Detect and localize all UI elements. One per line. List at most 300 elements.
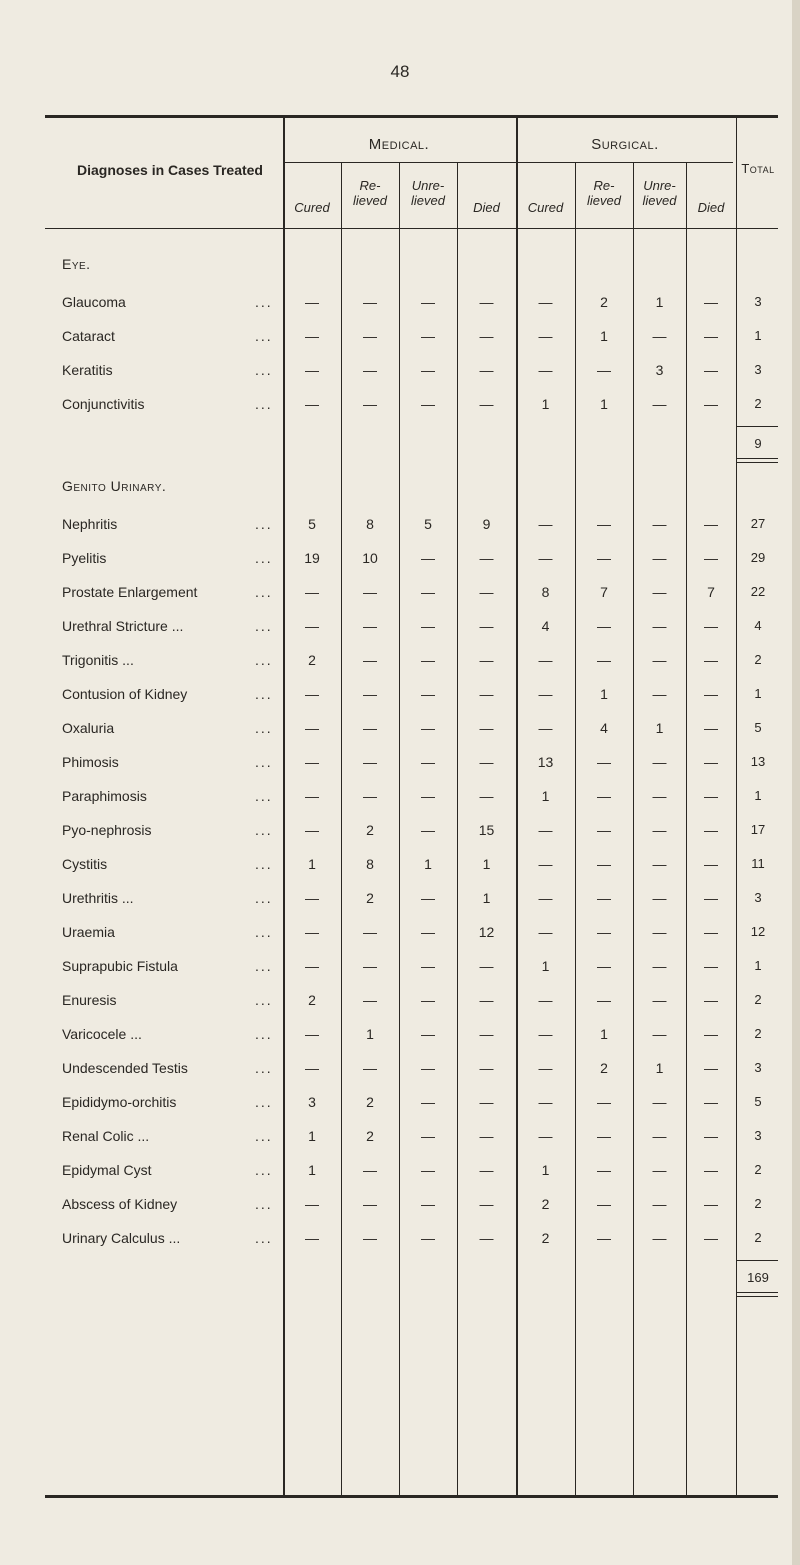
cell-value: — xyxy=(597,618,611,634)
cell-value: — xyxy=(538,294,553,310)
cell-value: 2 xyxy=(366,822,374,838)
cell-value: — xyxy=(704,1162,718,1178)
cell-value: — xyxy=(538,550,553,566)
subtotal-rule xyxy=(736,1260,778,1261)
cell-value: 2 xyxy=(366,890,374,906)
table-row xyxy=(0,958,800,980)
cell-value: 7 xyxy=(600,584,608,600)
cell-value: — xyxy=(479,1162,494,1178)
cell-value: — xyxy=(363,958,377,974)
table-row xyxy=(0,1196,800,1218)
table-row xyxy=(0,686,800,708)
row-total: 2 xyxy=(754,396,762,411)
cell-value: 1 xyxy=(541,788,550,804)
cell-value: — xyxy=(704,890,718,906)
table-row xyxy=(0,328,800,350)
diagnosis-label: Cataract xyxy=(62,328,115,344)
cell-value: — xyxy=(363,584,377,600)
cell-value: 2 xyxy=(600,294,608,310)
cell-value: — xyxy=(597,362,611,378)
cell-value: 12 xyxy=(478,924,495,940)
cell-value: — xyxy=(305,328,319,344)
diagnosis-label: Enuresis xyxy=(62,992,117,1008)
diagnosis-label: Nephritis xyxy=(62,516,118,532)
surgical-header: Surgical. xyxy=(591,136,659,153)
cell-value: — xyxy=(479,720,494,736)
cell-value: 2 xyxy=(600,1060,608,1076)
cell-value: — xyxy=(421,788,435,804)
leader-dots: ... xyxy=(255,924,273,940)
cell-value: — xyxy=(421,652,435,668)
cell-value: — xyxy=(652,652,667,668)
cell-value: — xyxy=(421,1094,435,1110)
cell-value: — xyxy=(363,754,377,770)
table-row xyxy=(0,396,800,418)
cell-value: — xyxy=(704,294,718,310)
leader-dots: ... xyxy=(255,1162,273,1178)
row-total: 12 xyxy=(750,924,766,939)
cell-value: 2 xyxy=(308,992,316,1008)
page-edge xyxy=(792,0,800,1565)
table-row xyxy=(0,618,800,640)
cell-value: — xyxy=(305,1230,319,1246)
cell-value: — xyxy=(305,788,319,804)
sub-header-3: Died xyxy=(473,200,500,215)
cell-value: — xyxy=(363,1196,377,1212)
cell-value: — xyxy=(421,924,435,940)
cell-value: — xyxy=(421,1196,435,1212)
cell-value: — xyxy=(597,992,611,1008)
cell-value: — xyxy=(363,1230,377,1246)
cell-value: — xyxy=(597,1094,611,1110)
cell-value: — xyxy=(538,720,553,736)
cell-value: — xyxy=(704,618,718,634)
table-row xyxy=(0,550,800,572)
cell-value: — xyxy=(305,890,319,906)
cell-value: — xyxy=(479,652,494,668)
cell-value: — xyxy=(652,328,667,344)
cell-value: — xyxy=(597,788,611,804)
cell-value: — xyxy=(305,1196,319,1212)
cell-value: — xyxy=(538,1060,553,1076)
table-row xyxy=(0,1060,800,1082)
cell-value: — xyxy=(479,396,494,412)
table-top-rule xyxy=(45,115,778,118)
cell-value: — xyxy=(538,1026,553,1042)
row-total: 5 xyxy=(754,720,762,735)
row-total: 3 xyxy=(754,1128,762,1143)
leader-dots: ... xyxy=(255,550,273,566)
cell-value: 1 xyxy=(541,1162,550,1178)
header-divider xyxy=(283,162,733,163)
cell-value: — xyxy=(363,294,377,310)
cell-value: — xyxy=(538,856,553,872)
cell-value: — xyxy=(479,788,494,804)
cell-value: — xyxy=(538,652,553,668)
cell-value: — xyxy=(652,1026,667,1042)
subtotal-double-rule xyxy=(736,1292,778,1297)
cell-value: — xyxy=(305,720,319,736)
diagnosis-label: Varicocele ... xyxy=(62,1026,142,1042)
leader-dots: ... xyxy=(255,890,273,906)
cell-value: — xyxy=(538,822,553,838)
diagnosis-label: Suprapubic Fistula xyxy=(62,958,178,974)
table-row xyxy=(0,1162,800,1184)
cell-value: 5 xyxy=(308,516,316,532)
cell-value: 2 xyxy=(308,652,316,668)
cell-value: — xyxy=(704,1128,718,1144)
cell-value: — xyxy=(704,856,718,872)
leader-dots: ... xyxy=(255,822,273,838)
cell-value: 2 xyxy=(541,1196,550,1212)
row-total: 2 xyxy=(754,1026,762,1041)
cell-value: 3 xyxy=(655,362,664,378)
table-row xyxy=(0,788,800,810)
cell-value: — xyxy=(597,1196,611,1212)
cell-value: — xyxy=(704,396,718,412)
cell-value: — xyxy=(704,1060,718,1076)
table-row xyxy=(0,1230,800,1252)
leader-dots: ... xyxy=(255,686,273,702)
cell-value: — xyxy=(704,1196,718,1212)
leader-dots: ... xyxy=(255,992,273,1008)
cell-value: — xyxy=(597,856,611,872)
cell-value: — xyxy=(704,1094,718,1110)
cell-value: 1 xyxy=(600,1026,608,1042)
table-row xyxy=(0,584,800,606)
cell-value: — xyxy=(597,958,611,974)
cell-value: — xyxy=(652,396,667,412)
cell-value: — xyxy=(652,584,667,600)
cell-value: — xyxy=(479,584,494,600)
leader-dots: ... xyxy=(255,958,273,974)
cell-value: — xyxy=(597,516,611,532)
cell-value: — xyxy=(479,1230,494,1246)
cell-value: — xyxy=(363,788,377,804)
leader-dots: ... xyxy=(255,516,273,532)
cell-value: — xyxy=(363,618,377,634)
cell-value: — xyxy=(421,1060,435,1076)
diagnosis-label: Renal Colic ... xyxy=(62,1128,150,1144)
cell-value: — xyxy=(421,328,435,344)
cell-value: — xyxy=(597,1128,611,1144)
row-total: 3 xyxy=(754,362,762,377)
diagnosis-label: Oxaluria xyxy=(62,720,115,736)
cell-value: — xyxy=(305,618,319,634)
cell-value: 10 xyxy=(362,550,378,566)
row-total: 1 xyxy=(754,328,762,343)
cell-value: — xyxy=(652,1196,667,1212)
cell-value: 1 xyxy=(482,890,491,906)
cell-value: 13 xyxy=(537,754,554,770)
leader-dots: ... xyxy=(255,856,273,872)
sub-header-0: Cured xyxy=(294,200,330,215)
cell-value: — xyxy=(305,362,319,378)
cell-value: — xyxy=(421,362,435,378)
row-total: 29 xyxy=(750,550,766,565)
table-row xyxy=(0,1094,800,1116)
cell-value: — xyxy=(363,924,377,940)
page-number: 48 xyxy=(390,62,410,81)
cell-value: — xyxy=(479,1094,494,1110)
sub-header-5: Re- lieved xyxy=(587,178,621,208)
cell-value: 1 xyxy=(655,720,664,736)
leader-dots: ... xyxy=(255,1094,273,1110)
table-row xyxy=(0,720,800,742)
cell-value: — xyxy=(305,686,319,702)
row-total: 3 xyxy=(754,890,762,905)
cell-value: — xyxy=(305,1026,319,1042)
table-row xyxy=(0,856,800,878)
cell-value: — xyxy=(421,1230,435,1246)
cell-value: — xyxy=(652,550,667,566)
row-total: 2 xyxy=(754,1196,762,1211)
cell-value: — xyxy=(363,652,377,668)
cell-value: — xyxy=(704,652,718,668)
cell-value: — xyxy=(597,550,611,566)
cell-value: 1 xyxy=(600,328,608,344)
cell-value: — xyxy=(652,856,667,872)
total-header: Total xyxy=(741,161,775,176)
cell-value: — xyxy=(652,890,667,906)
header-bottom-rule xyxy=(45,228,778,229)
cell-value: — xyxy=(538,516,553,532)
row-total: 1 xyxy=(754,788,762,803)
cell-value: — xyxy=(538,992,553,1008)
diagnosis-label: Uraemia xyxy=(62,924,115,940)
medical-header: Medical. xyxy=(368,136,430,153)
row-total: 27 xyxy=(750,516,766,531)
cell-value: — xyxy=(652,1128,667,1144)
cell-value: — xyxy=(652,924,667,940)
cell-value: — xyxy=(704,788,718,804)
cell-value: 8 xyxy=(541,584,550,600)
row-total: 1 xyxy=(754,686,762,701)
cell-value: 1 xyxy=(308,1128,316,1144)
cell-value: — xyxy=(421,686,435,702)
row-total: 2 xyxy=(754,652,762,667)
cell-value: — xyxy=(305,294,319,310)
row-total: 2 xyxy=(754,1162,762,1177)
cell-value: — xyxy=(652,754,667,770)
cell-value: — xyxy=(363,686,377,702)
sub-header-1: Re- lieved xyxy=(353,178,387,208)
cell-value: 3 xyxy=(308,1094,316,1110)
diagnoses-header: Diagnoses in Cases Treated xyxy=(77,162,263,178)
cell-value: — xyxy=(538,362,553,378)
row-total: 3 xyxy=(754,294,762,309)
cell-value: — xyxy=(704,1026,718,1042)
cell-value: — xyxy=(479,686,494,702)
cell-value: — xyxy=(479,1196,494,1212)
diagnosis-label: Abscess of Kidney xyxy=(62,1196,178,1212)
diagnosis-label: Phimosis xyxy=(62,754,119,770)
cell-value: — xyxy=(479,362,494,378)
cell-value: — xyxy=(597,822,611,838)
table-row xyxy=(0,294,800,316)
cell-value: 8 xyxy=(366,516,374,532)
cell-value: — xyxy=(421,550,435,566)
cell-value: — xyxy=(652,1162,667,1178)
cell-value: — xyxy=(652,618,667,634)
cell-value: — xyxy=(479,1128,494,1144)
row-total: 22 xyxy=(750,584,766,599)
cell-value: — xyxy=(421,822,435,838)
cell-value: — xyxy=(363,992,377,1008)
table-row xyxy=(0,890,800,912)
leader-dots: ... xyxy=(255,754,273,770)
cell-value: 15 xyxy=(478,822,495,838)
diagnosis-label: Paraphimosis xyxy=(62,788,147,804)
cell-value: 2 xyxy=(366,1094,374,1110)
table-bottom-rule xyxy=(45,1495,778,1498)
cell-value: — xyxy=(305,754,319,770)
cell-value: 1 xyxy=(482,856,491,872)
cell-value: — xyxy=(479,550,494,566)
table-row xyxy=(0,516,800,538)
cell-value: 1 xyxy=(655,294,664,310)
row-total: 2 xyxy=(754,992,762,1007)
leader-dots: ... xyxy=(255,1026,273,1042)
cell-value: — xyxy=(421,294,435,310)
diagnosis-label: Pyelitis xyxy=(62,550,107,566)
leader-dots: ... xyxy=(255,1196,273,1212)
cell-value: — xyxy=(652,1094,667,1110)
diagnosis-label: Cystitis xyxy=(62,856,108,872)
cell-value: — xyxy=(704,328,718,344)
leader-dots: ... xyxy=(255,1060,273,1076)
table-row xyxy=(0,1026,800,1048)
cell-value: — xyxy=(597,924,611,940)
cell-value: — xyxy=(421,618,435,634)
cell-value: — xyxy=(538,328,553,344)
diagnosis-label: Epididymo-orchitis xyxy=(62,1094,177,1110)
sub-header-2: Unre- lieved xyxy=(411,178,445,208)
cell-value: 5 xyxy=(424,516,432,532)
cell-value: — xyxy=(652,958,667,974)
diagnosis-label: Undescended Testis xyxy=(62,1060,188,1076)
section-subtotal: 169 xyxy=(747,1270,769,1285)
cell-value: 8 xyxy=(366,856,374,872)
cell-value: — xyxy=(421,890,435,906)
cell-value: — xyxy=(421,396,435,412)
cell-value: — xyxy=(704,1230,718,1246)
diagnosis-label: Prostate Enlargement xyxy=(62,584,198,600)
cell-value: — xyxy=(479,328,494,344)
cell-value: — xyxy=(597,1230,611,1246)
cell-value: — xyxy=(597,652,611,668)
cell-value: — xyxy=(421,1162,435,1178)
cell-value: — xyxy=(305,822,319,838)
cell-value: 2 xyxy=(366,1128,374,1144)
cell-value: — xyxy=(652,822,667,838)
cell-value: — xyxy=(538,686,553,702)
leader-dots: ... xyxy=(255,328,273,344)
cell-value: — xyxy=(704,550,718,566)
diagnosis-label: Contusion of Kidney xyxy=(62,686,188,702)
row-total: 13 xyxy=(750,754,766,769)
row-total: 5 xyxy=(754,1094,762,1109)
leader-dots: ... xyxy=(255,362,273,378)
cell-value: 1 xyxy=(308,1162,316,1178)
row-total: 2 xyxy=(754,1230,762,1245)
table-row xyxy=(0,1128,800,1150)
cell-value: — xyxy=(704,924,718,940)
cell-value: — xyxy=(479,992,494,1008)
cell-value: — xyxy=(421,1026,435,1042)
diagnosis-label: Glaucoma xyxy=(62,294,126,310)
cell-value: 1 xyxy=(424,856,432,872)
cell-value: — xyxy=(479,1026,494,1042)
cell-value: — xyxy=(479,754,494,770)
table-row xyxy=(0,362,800,384)
leader-dots: ... xyxy=(255,618,273,634)
leader-dots: ... xyxy=(255,720,273,736)
table-row xyxy=(0,992,800,1014)
cell-value: 2 xyxy=(541,1230,550,1246)
cell-value: — xyxy=(652,1230,667,1246)
subtotal-rule xyxy=(736,426,778,427)
row-total: 3 xyxy=(754,1060,762,1075)
cell-value: — xyxy=(363,1162,377,1178)
diagnosis-label: Trigonitis ... xyxy=(62,652,134,668)
diagnosis-label: Urethritis ... xyxy=(62,890,134,906)
cell-value: — xyxy=(479,294,494,310)
cell-value: — xyxy=(538,1128,553,1144)
row-total: 17 xyxy=(750,822,766,837)
sub-header-4: Cured xyxy=(527,200,564,215)
cell-value: — xyxy=(479,1060,494,1076)
leader-dots: ... xyxy=(255,788,273,804)
table-row xyxy=(0,822,800,844)
cell-value: — xyxy=(479,618,494,634)
cell-value: — xyxy=(363,396,377,412)
cell-value: — xyxy=(704,822,718,838)
cell-value: — xyxy=(421,1128,435,1144)
sub-header-6: Unre- lieved xyxy=(642,178,677,208)
cell-value: — xyxy=(305,396,319,412)
leader-dots: ... xyxy=(255,1128,273,1144)
cell-value: 1 xyxy=(308,856,316,872)
cell-value: 7 xyxy=(707,584,715,600)
cell-value: — xyxy=(421,958,435,974)
cell-value: — xyxy=(704,958,718,974)
leader-dots: ... xyxy=(255,1230,273,1246)
table-row xyxy=(0,652,800,674)
cell-value: — xyxy=(479,958,494,974)
row-total: 4 xyxy=(754,618,762,633)
cell-value: — xyxy=(363,720,377,736)
cell-value: — xyxy=(305,1060,319,1076)
diagnosis-label: Urethral Stricture ... xyxy=(62,618,184,634)
section-subtotal: 9 xyxy=(754,436,762,451)
row-total: 11 xyxy=(751,856,765,871)
cell-value: 1 xyxy=(541,396,550,412)
sub-header-7: Died xyxy=(697,200,725,215)
cell-value: 1 xyxy=(655,1060,664,1076)
cell-value: — xyxy=(305,958,319,974)
cell-value: 1 xyxy=(600,686,608,702)
cell-value: — xyxy=(363,1060,377,1076)
cell-value: — xyxy=(652,992,667,1008)
cell-value: — xyxy=(704,754,718,770)
cell-value: — xyxy=(704,992,718,1008)
cell-value: 19 xyxy=(304,550,320,566)
diagnosis-label: Keratitis xyxy=(62,362,113,378)
cell-value: — xyxy=(597,754,611,770)
leader-dots: ... xyxy=(255,396,273,412)
cell-value: — xyxy=(597,890,611,906)
